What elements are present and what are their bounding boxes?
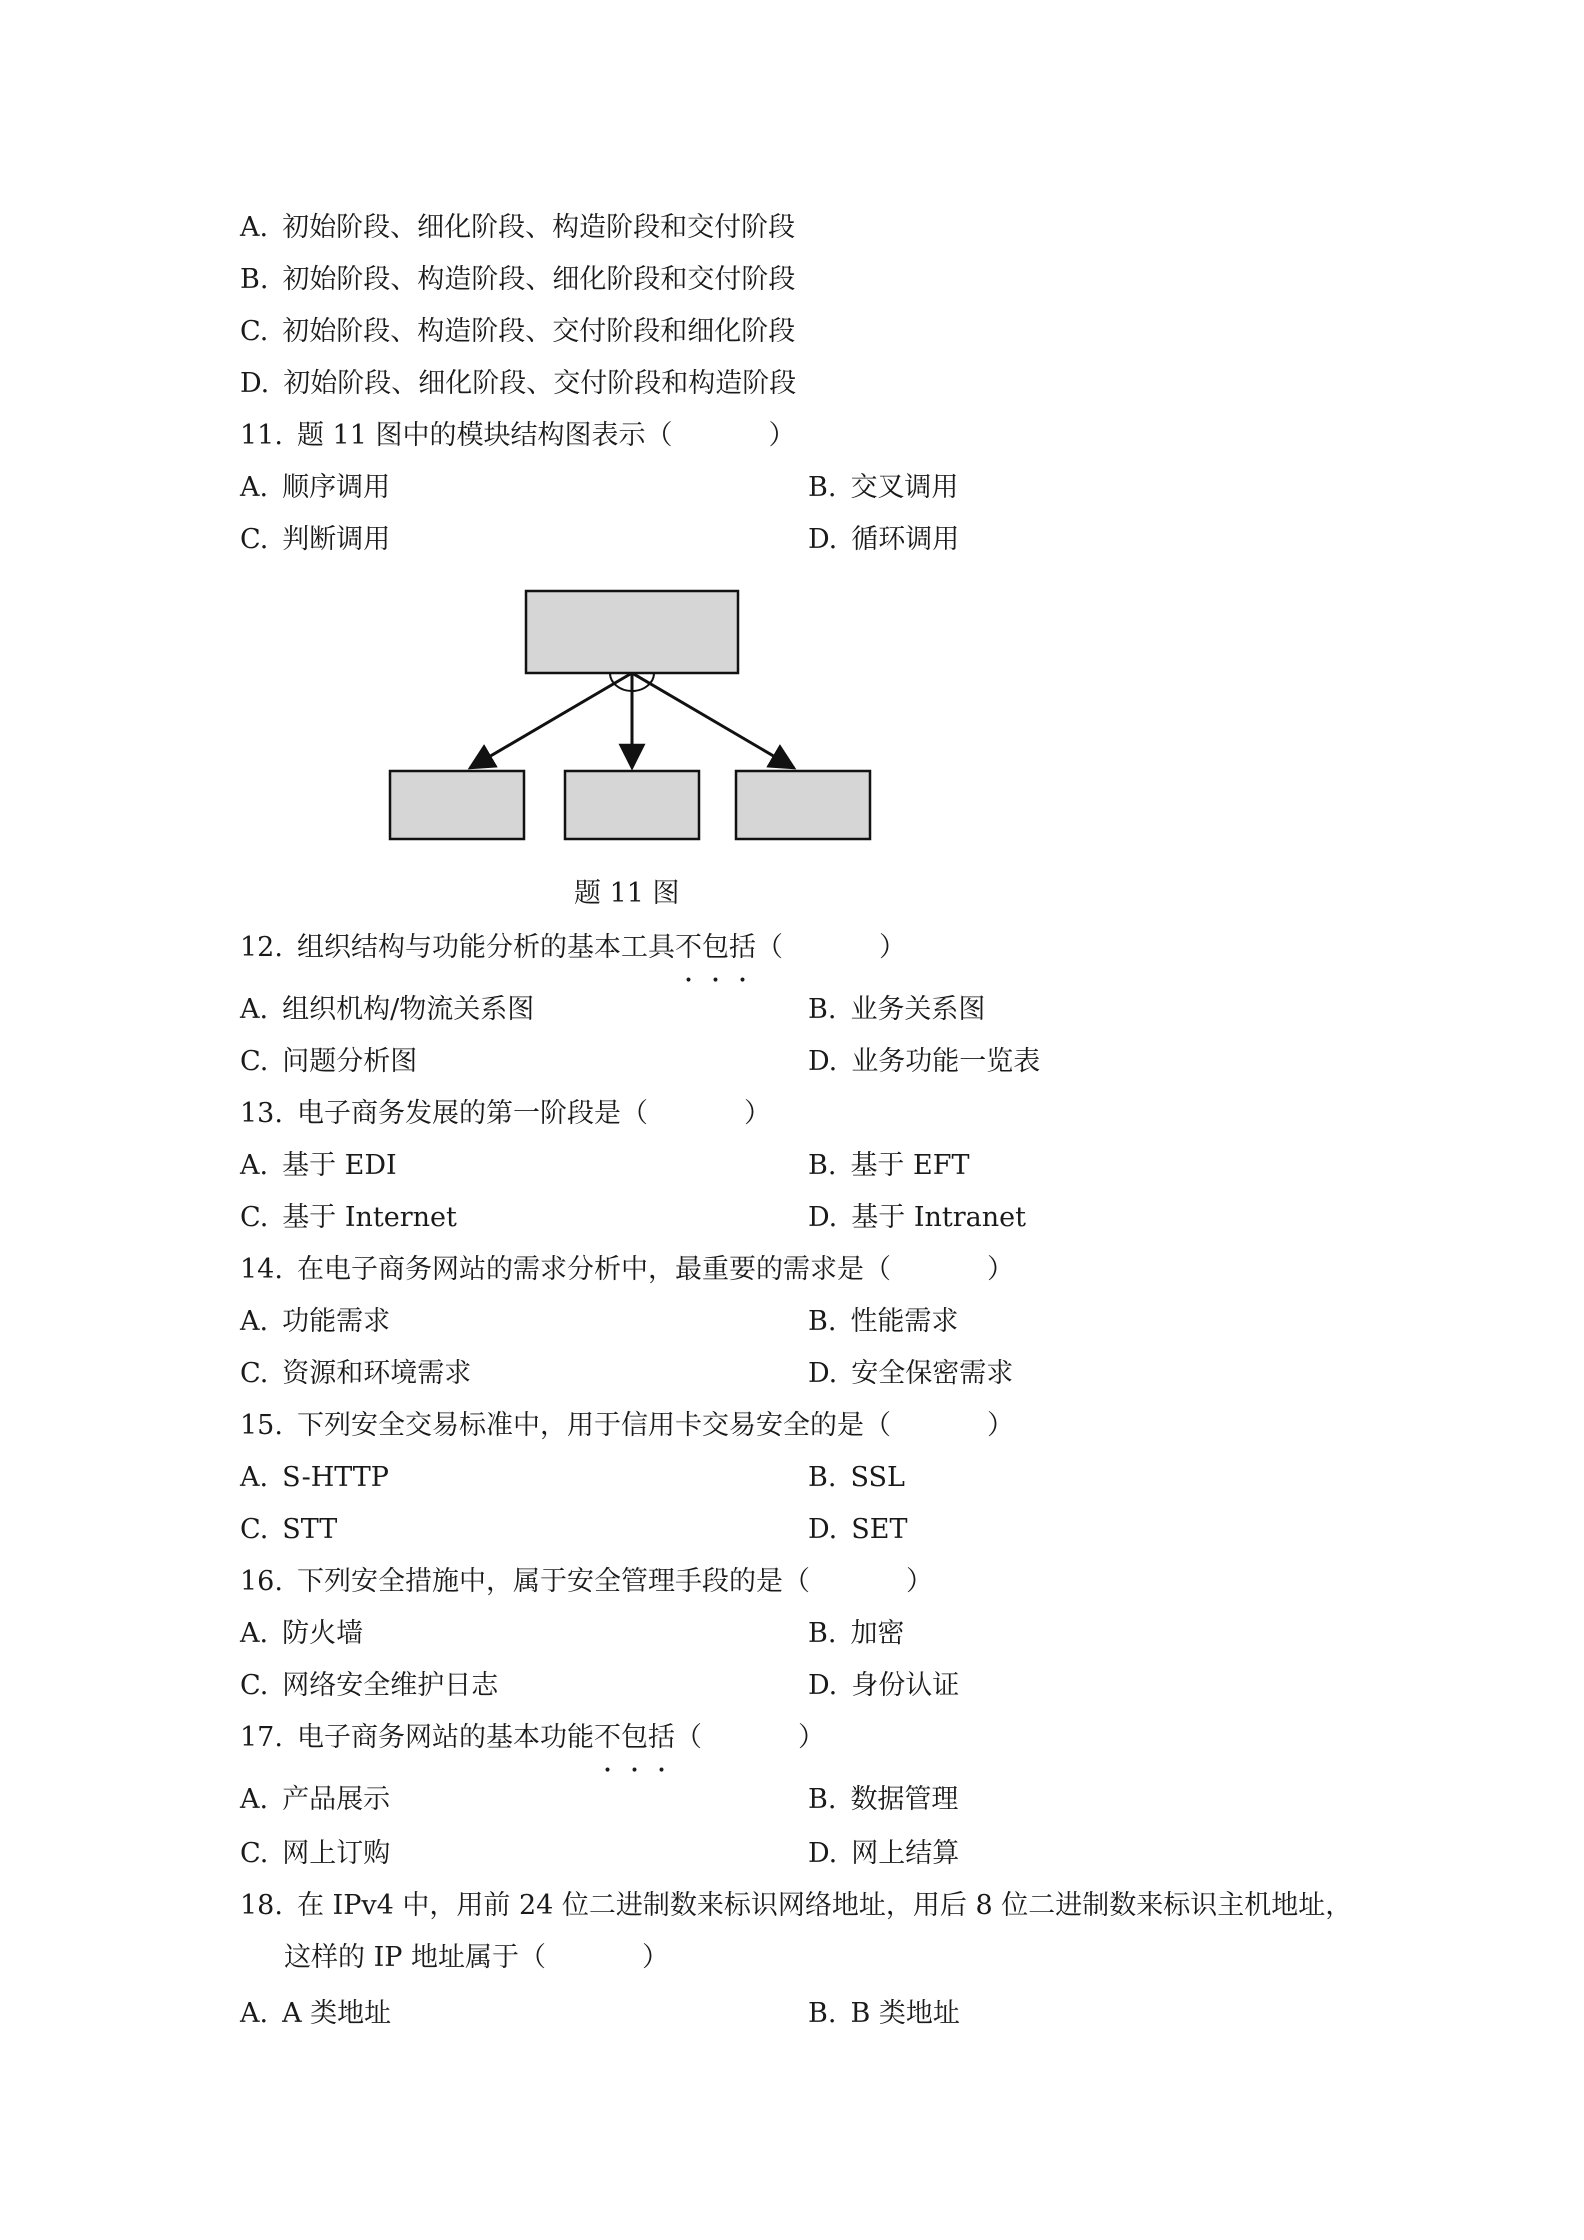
q17-option-b: B. 数据管理	[808, 1784, 959, 1815]
q10-option-a: A. 初始阶段、细化阶段、构造阶段和交付阶段	[240, 212, 796, 243]
q16-option-a: A. 防火墙	[240, 1618, 364, 1649]
q13-stem: 13. 电子商务发展的第一阶段是（ ）	[240, 1098, 771, 1129]
child-module-box-right	[736, 771, 870, 839]
q18-stem: 18. 在 IPv4 中，用前 24 位二进制数来标识网络地址，用后 8 位二进制数来标识主机地址，	[240, 1890, 1353, 1921]
q13-option-c: C. 基于 Internet	[240, 1202, 457, 1233]
q11-option-b: B. 交叉调用	[808, 472, 959, 503]
q17-option-a: A. 产品展示	[240, 1784, 391, 1815]
q16-option-b: B. 加密	[808, 1618, 905, 1649]
q12-option-c: C. 问题分析图	[240, 1046, 418, 1077]
q14-option-d: D. 安全保密需求	[808, 1358, 1014, 1389]
q13-option-b: B. 基于 EFT	[808, 1150, 970, 1181]
q10-option-d: D. 初始阶段、细化阶段、交付阶段和构造阶段	[240, 368, 797, 399]
q18-stem-continued: 这样的 IP 地址属于（ ）	[284, 1942, 669, 1973]
q15-stem: 15. 下列安全交易标准中，用于信用卡交易安全的是（ ）	[240, 1410, 1014, 1441]
q13-option-a: A. 基于 EDI	[240, 1150, 397, 1181]
q13-option-d: D. 基于 Intranet	[808, 1202, 1026, 1233]
call-arrow-left	[470, 673, 632, 768]
emphasis-char: 括	[647, 1722, 675, 1753]
q15-option-d: D. SET	[808, 1514, 908, 1545]
emphasis-char: 包	[701, 932, 729, 963]
q14-option-c: C. 资源和环境需求	[240, 1358, 472, 1389]
q12-option-d: D. 业务功能一览表	[808, 1046, 1041, 1077]
call-arrow-right	[632, 673, 794, 768]
q17-option-d: D. 网上结算	[808, 1838, 960, 1869]
child-module-box-left	[390, 771, 524, 839]
q11-option-c: C. 判断调用	[240, 524, 391, 555]
q15-option-a: A. S-HTTP	[240, 1462, 389, 1493]
emphasis-char: 不	[674, 932, 702, 963]
q10-option-c: C. 初始阶段、构造阶段、交付阶段和细化阶段	[240, 316, 796, 347]
module-structure-diagram	[380, 585, 880, 847]
q18-option-a: A. A 类地址	[240, 1998, 392, 2029]
q17-option-c: C. 网上订购	[240, 1838, 391, 1869]
q12-option-b: B. 业务关系图	[808, 994, 986, 1025]
q14-option-a: A. 功能需求	[240, 1306, 391, 1337]
q12-option-a: A. 组织机构/物流关系图	[240, 994, 535, 1025]
q10-option-b: B. 初始阶段、构造阶段、细化阶段和交付阶段	[240, 264, 796, 295]
q11-option-d: D. 循环调用	[808, 524, 960, 555]
parent-module-box	[526, 591, 738, 673]
emphasis-char: 括	[728, 932, 756, 963]
q17-stem: 17. 电子商务网站的基本功能不包括（ ）	[240, 1718, 825, 1758]
q15-option-b: B. SSL	[808, 1462, 905, 1493]
q12-stem: 12. 组织结构与功能分析的基本工具不包括（ ）	[240, 928, 906, 968]
q15-option-c: C. STT	[240, 1514, 338, 1545]
q11-stem: 11. 题 11 图中的模块结构图表示（ ）	[240, 420, 796, 451]
q14-option-b: B. 性能需求	[808, 1306, 959, 1337]
emphasis-char: 不	[593, 1722, 621, 1753]
q11-option-a: A. 顺序调用	[240, 472, 391, 503]
emphasis-char: 包	[620, 1722, 648, 1753]
q16-stem: 16. 下列安全措施中，属于安全管理手段的是（ ）	[240, 1566, 933, 1597]
q16-option-c: C. 网络安全维护日志	[240, 1670, 499, 1701]
child-module-box-middle	[565, 771, 699, 839]
figure-caption: 题 11 图	[574, 878, 680, 909]
q18-option-b: B. B 类地址	[808, 1998, 960, 2029]
q14-stem: 14. 在电子商务网站的需求分析中，最重要的需求是（ ）	[240, 1254, 1014, 1285]
q16-option-d: D. 身份认证	[808, 1670, 960, 1701]
